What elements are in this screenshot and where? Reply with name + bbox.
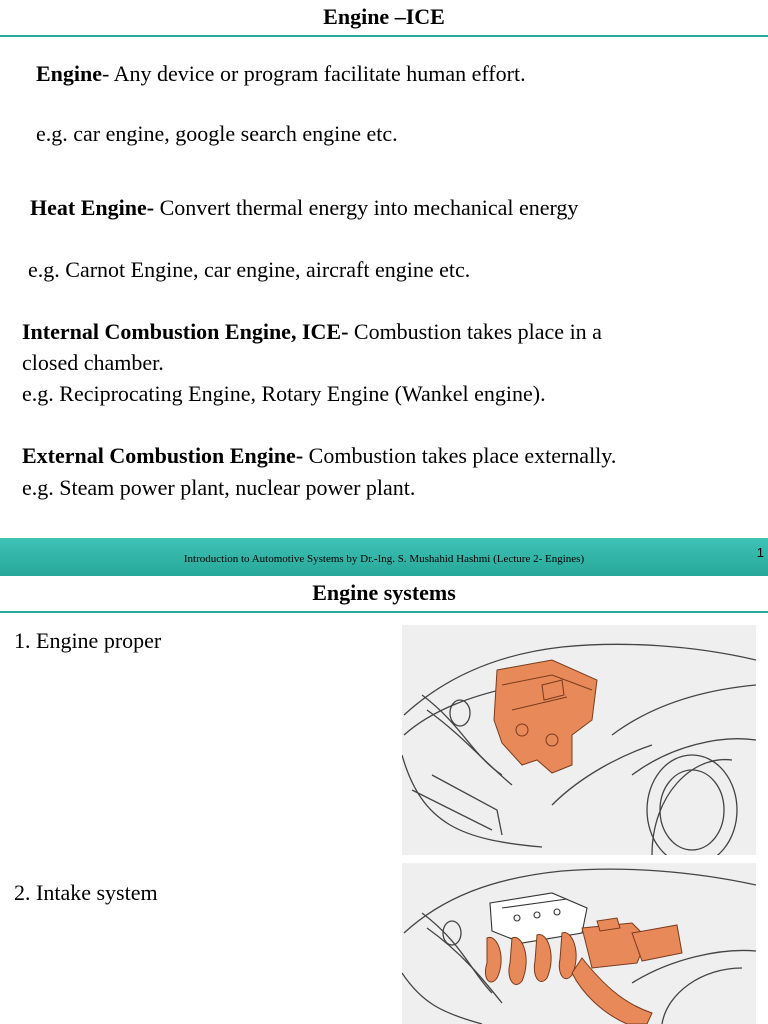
- ice-definition-line2: closed chamber.: [22, 350, 164, 375]
- engine-definition: [36, 58, 526, 89]
- ice-definition: [22, 316, 602, 347]
- definition-text: Convert thermal energy into mechanical energy: [154, 195, 579, 220]
- ece-example: e.g. Steam power plant, nuclear power plant.: [22, 475, 416, 500]
- definition-text: - Any device or program facilitate human effort.: [102, 61, 526, 86]
- ece-definition: [22, 440, 616, 471]
- term-engine: Engine: [36, 61, 103, 86]
- intake-system-illustration: [402, 863, 756, 1024]
- heat-engine-example: e.g. Carnot Engine, car engine, aircraft engine etc.: [28, 257, 471, 282]
- slide-title: Engine –ICE: [323, 4, 445, 29]
- slide2-title: Engine systems: [312, 580, 456, 605]
- ice-example: e.g. Reciprocating Engine, Rotary Engine (Wankel engine).: [22, 381, 546, 406]
- term-heat-engine: Heat Engine-: [30, 195, 155, 220]
- list-item-engine-proper: 1. Engine proper: [14, 628, 162, 653]
- list-item-intake-system: 2. Intake system: [14, 880, 158, 905]
- engine-example: e.g. car engine, google search engine etc.: [36, 121, 398, 146]
- engine-proper-illustration: [402, 625, 756, 855]
- term-ece: External Combustion Engine-: [22, 443, 304, 468]
- heat-engine-definition: [30, 192, 578, 223]
- title-divider: [0, 35, 768, 37]
- page-number: 1: [756, 545, 764, 560]
- intake-system-drawing: [402, 863, 756, 1024]
- definition-text: Combustion takes place in a: [348, 319, 602, 344]
- term-ice: Internal Combustion Engine, ICE-: [22, 319, 349, 344]
- car-engine-drawing: [402, 625, 756, 855]
- footer-text: Introduction to Automotive Systems by Dr.-Ing. S. Mushahid Hashmi (Lecture 2- Engines): [183, 553, 585, 565]
- definition-text: Combustion takes place externally.: [303, 443, 617, 468]
- slide2-title-divider: [0, 611, 768, 613]
